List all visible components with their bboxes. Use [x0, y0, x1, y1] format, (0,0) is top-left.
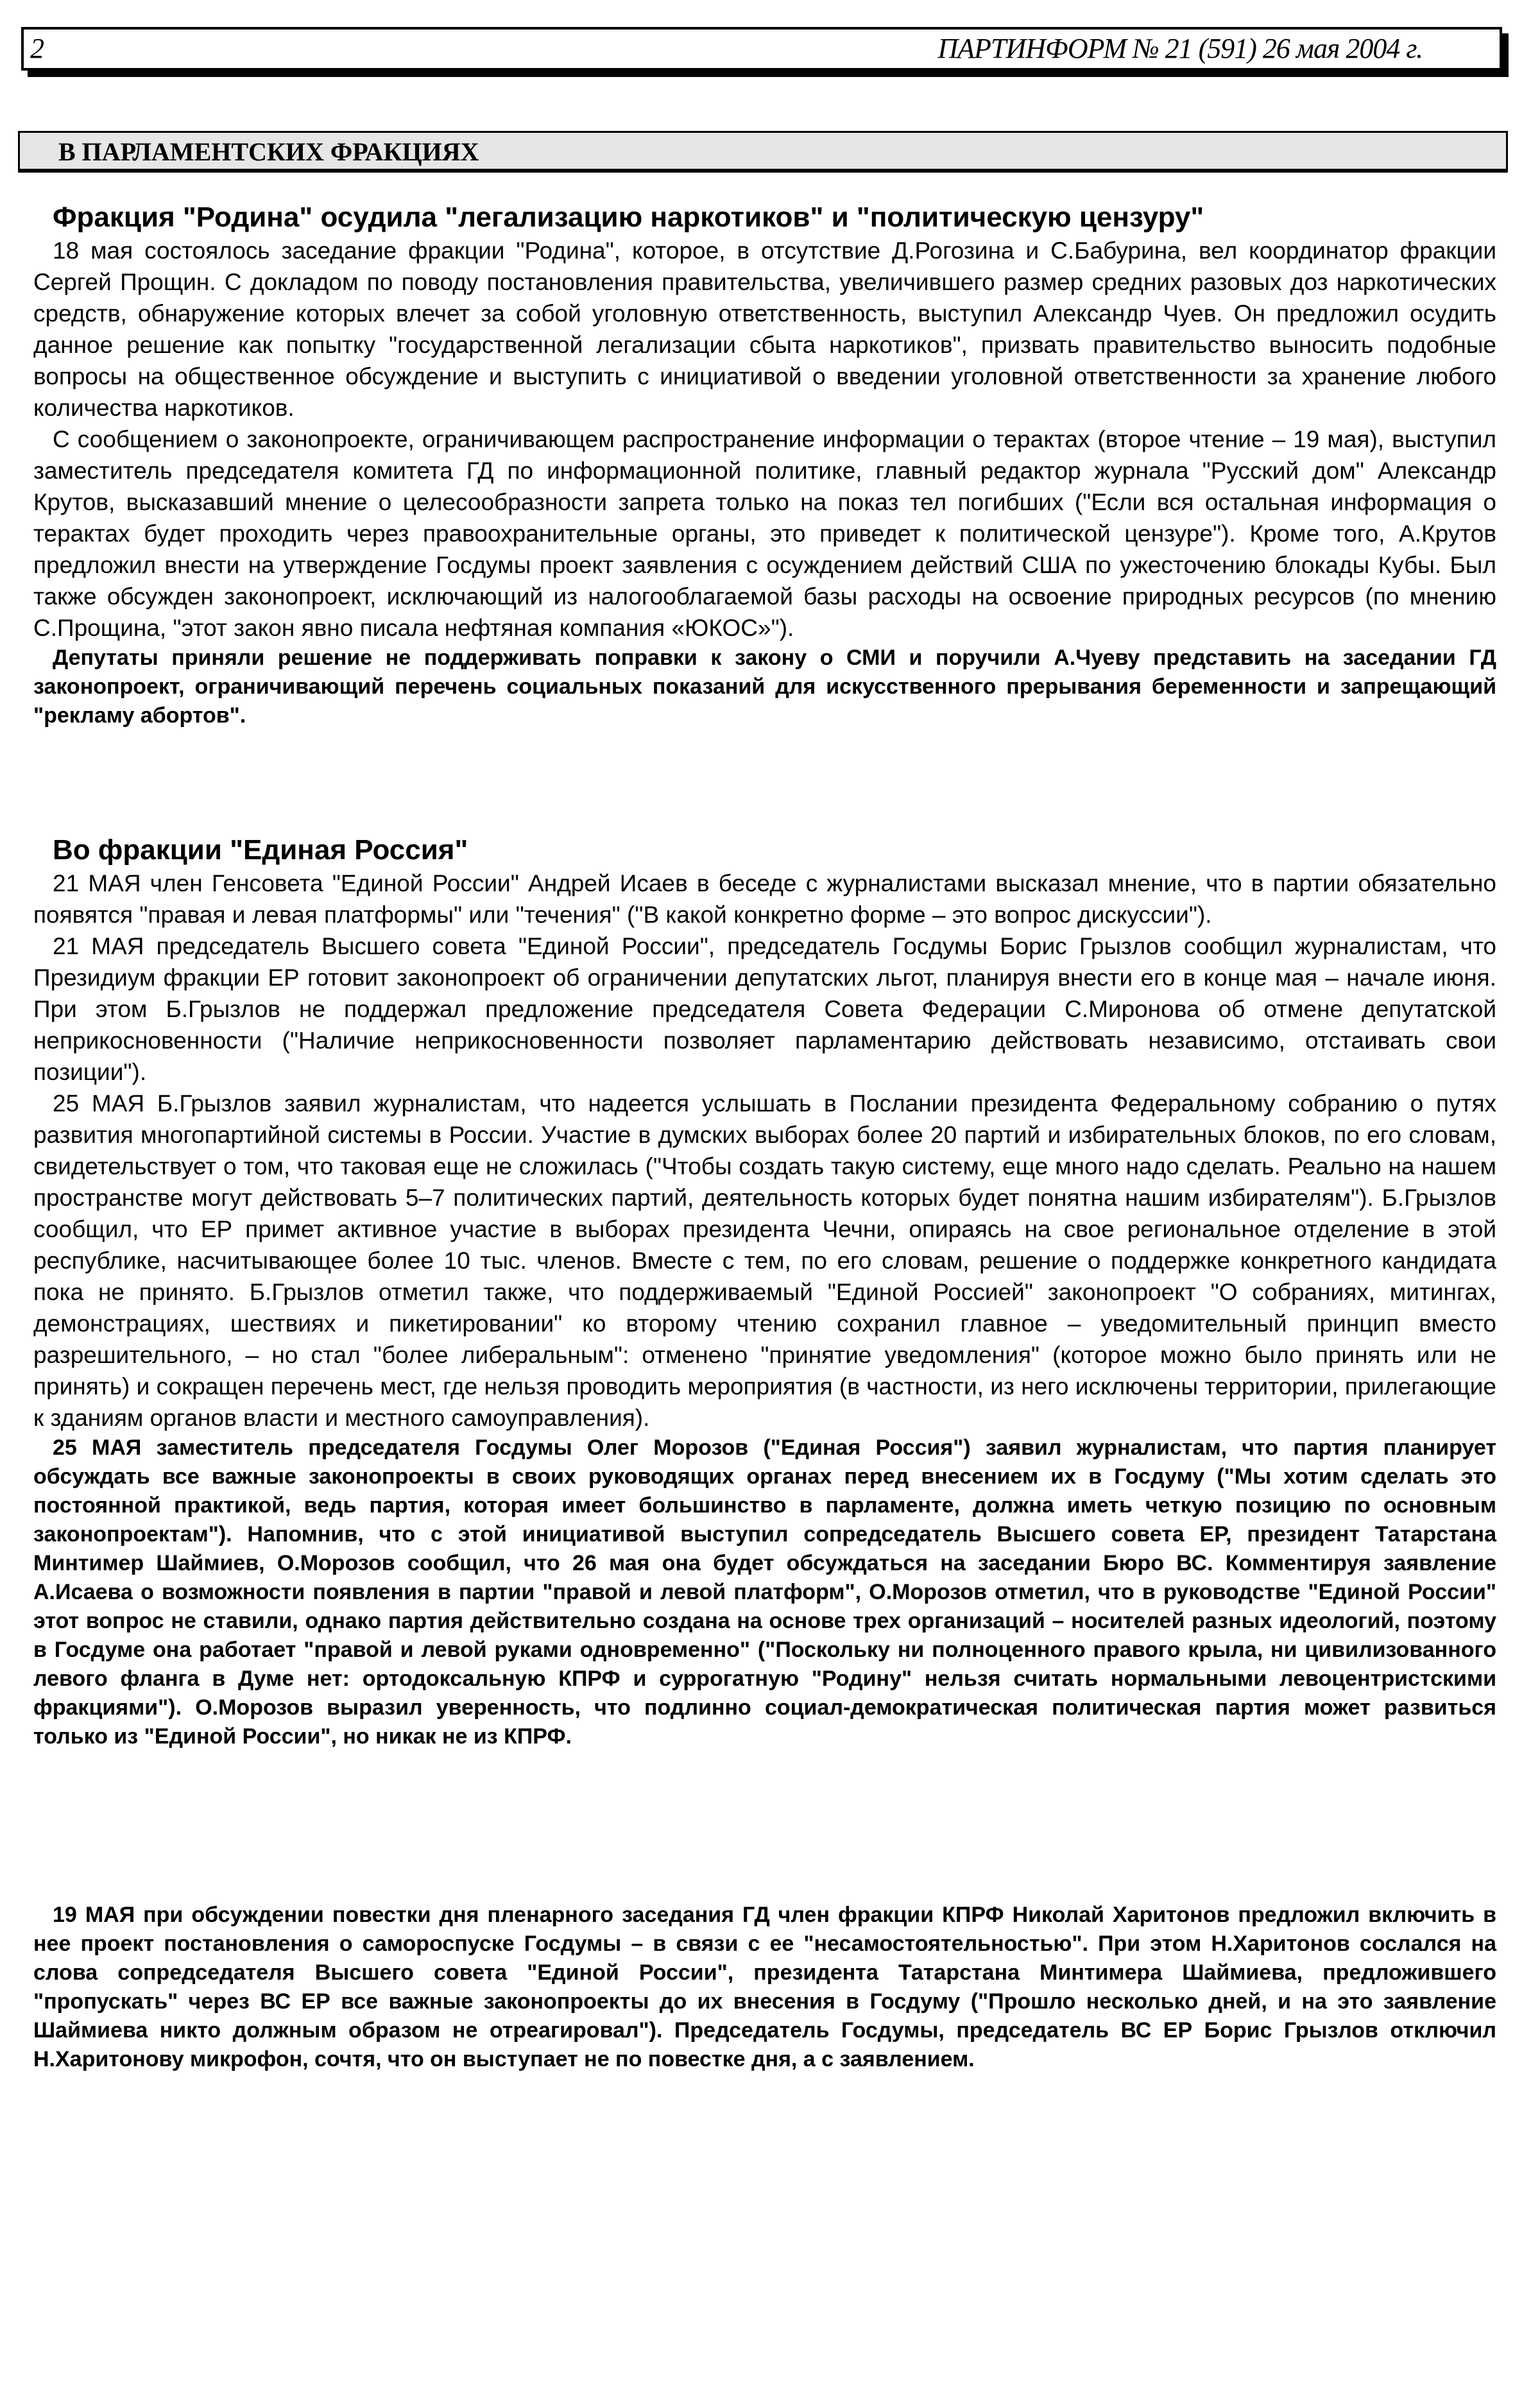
kprf-note	[33, 1901, 1496, 2074]
article-title: Фракция "Родина" осудила "легализацию наркотиков" и "политическую цензуру"	[53, 201, 1204, 233]
paragraph: С сообщением о законопроекте, ограничивающем распространение информации о терактах (второе чтение – 19 мая), выступил заместитель председателя комитета ГД по информационной политике, главный редактор журнала "Русский дом" Александр Крутов, высказавший мнение о целесообразности запрета только на показ тел погибших ("Если вся остальная информация о терактах будет проходить через правоохранительные органы, это приведет к политической цензуре"). Кроме того, А.Крутов предложил внести на утверждение Госдумы проект заявления с осуждением действий США по ужесточению блокады Кубы. Был также обсужден законопроект, исключающий из налогооблагаемой базы расходы на освоение природных ресурсов (по мнению С.Прощина, "этот закон явно писала нефтяная компания «ЮКОС»").	[33, 426, 1496, 641]
bold-paragraph: Депутаты приняли решение не поддерживать поправки к закону о СМИ и поручили А.Чуеву представить на заседании ГД законопроект, ограничивающий перечень социальных показаний для искусственного прерывания беременности и запрещающий "рекламу абортов".	[33, 646, 1496, 728]
section-title: В ПАРЛАМЕНТСКИХ ФРАКЦИЯХ	[58, 137, 479, 166]
article-rodina	[33, 200, 1496, 730]
article-title: Во фракции "Единая Россия"	[53, 834, 468, 866]
article-edinaya-rossiya	[33, 833, 1496, 1751]
section-bar	[18, 131, 1508, 173]
page-header	[21, 27, 1502, 71]
paragraph: 25 МАЯ Б.Грызлов заявил журналистам, что надеется услышать в Послании президента Федеральному собранию о путях развития многопартийной системы в России. Участие в думских выборах более 20 партий и избирательных блоков, по его словам, свидетельствует о том, что таковая еще не сложилась ("Чтобы создать такую систему, еще много надо сделать. Реально на нашем пространстве могут действовать 5–7 политических партий, деятельность которых будет понятна нашим избирателям"). Б.Грызлов сообщил, что ЕР примет активное участие в выборах президента Чечни, опираясь на свое региональное отделение в этой республике, насчитывающее более 10 тыс. членов. Вместе с тем, по его словам, решение о поддержке конкретного кандидата пока не принято. Б.Грызлов отметил также, что поддерживаемый "Единой Россией" законопроект "О собраниях, митингах, демонстрациях, шествиях и пикетировании" ко второму чтению сохранил главное – уведомительный принцип вместо разрешительного, – но стал "более либеральным": отменено "принятие уведомления" (которое можно было принять или не принять) и сокращен перечень мест, где нельзя проводить мероприятия (в частности, из него исключены территории, прилегающие к зданиям органов власти и местного самоуправления).	[33, 1090, 1496, 1431]
page-number: 2	[30, 33, 44, 64]
bold-paragraph: 19 МАЯ при обсуждении повестки дня пленарного заседания ГД член фракции КПРФ Николай Харитонов предложил включить в нее проект постановления о самороспуске Госдумы – в связи с ее "несамостоятельностью". При этом Н.Харитонов сослался на слова сопредседателя Высшего совета "Единой России", президента Татарстана Минтимера Шаймиева, предложившего "пропускать" через ВС ЕР все важные законопроекты до их внесения в Госдуму ("Прошло несколько дней, и на это заявление Шаймиева никто должным образом не отреагировал"). Председатель Госдумы, председатель ВС ЕР Борис Грызлов отключил Н.Харитонову микрофон, сочтя, что он выступает не по повестке дня, а с заявлением.	[33, 1903, 1496, 2071]
paragraph: 21 МАЯ председатель Высшего совета "Единой России", председатель Госдумы Борис Грызлов сообщил журналистам, что Президиум фракции ЕР готовит законопроект об ограничении депутатских льгот, планируя внести его в конце мая – начале июня. При этом Б.Грызлов не поддержал предложение председателя Совета Федерации С.Миронова об отмене депутатской неприкосновенности ("Наличие неприкосновенности позволяет парламентарию действовать независимо, отстаивать свои позиции").	[33, 933, 1496, 1085]
paragraph: 18 мая состоялось заседание фракции "Родина", которое, в отсутствие Д.Рогозина и С.Бабурина, вел координатор фракции Сергей Прощин. С докладом по поводу постановления правительства, увеличившего размер средних разовых доз наркотических средств, обнаружение которых влечет за собой уголовную ответственность, выступил Александр Чуев. Он предложил осудить данное решение как попытку "государственной легализации сбыта наркотиков", призвать правительство выносить подобные вопросы на общественное обсуждение и выступить с инициативой о введении уголовной ответственности за хранение любого количества наркотиков.	[33, 237, 1496, 421]
bold-paragraph: 25 МАЯ заместитель председателя Госдумы Олег Морозов ("Единая Россия") заявил журналистам, что партия планирует обсуждать все важные законопроекты в своих руководящих органах перед внесением их в Госдуму ("Мы хотим сделать это постоянной практикой, ведь партия, которая имеет большинство в парламенте, должна иметь четкую позицию по основным законопроектам"). Напомнив, что с этой инициативой выступил сопредседатель Высшего совета ЕР, президент Татарстана Минтимер Шаймиев, О.Морозов сообщил, что 26 мая она будет обсуждаться на заседании Бюро ВС. Комментируя заявление А.Исаева о возможности появления в партии "правой и левой платформ", О.Морозов отметил, что в руководстве "Единой России" этот вопрос не ставили, однако партия действительно создана на основе трех организаций – носителей разных идеологий, поэтому в Госдуме она работает "правой и левой руками одновременно" ("Поскольку ни полноценного правого крыла, ни цивилизованного левого фланга в Думе нет: ортодоксальную КПРФ и суррогатную "Родину" нельзя считать нормальными левоцентристскими фракциями"). О.Морозов выразил уверенность, что подлинно социал-демократическая политическая партия может развиться только из "Единой России", но никак не из КПРФ.	[33, 1435, 1496, 1749]
paragraph: 21 МАЯ член Генсовета "Единой России" Андрей Исаев в беседе с журналистами высказал мнение, что в партии обязательно появятся "правая и левая платформы" или "течения" ("В какой конкретно форме – это вопрос дискуссии").	[33, 870, 1496, 928]
publication-title: ПАРТИНФОРМ № 21 (591) 26 мая 2004 г.	[937, 33, 1423, 64]
